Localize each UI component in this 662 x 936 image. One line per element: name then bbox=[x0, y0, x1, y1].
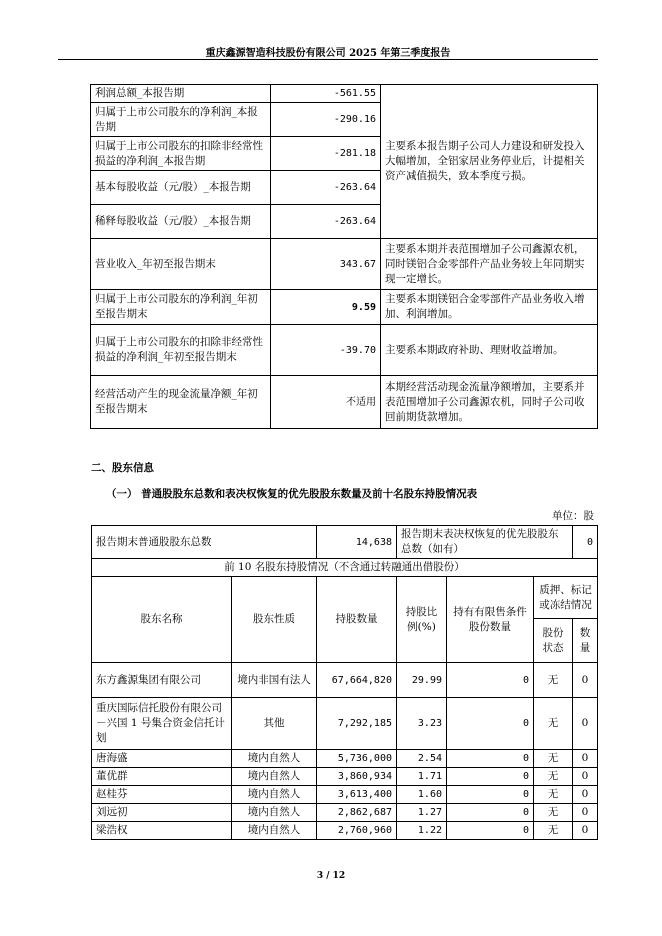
holder-count: 0 bbox=[573, 750, 598, 768]
holder-nature: 境内自然人 bbox=[232, 804, 317, 822]
reason-cell: 主要系本期并表范围增加子公司鑫源农机，同时镁铝合金零部件产品业务较上年同期实现一定增长。 bbox=[381, 239, 598, 290]
total-holders-label: 报告期末普通股股东总数 bbox=[92, 526, 317, 559]
holder-qty: 3,613,400 bbox=[317, 786, 397, 804]
item-label: 利润总额_本报告期 bbox=[91, 85, 271, 103]
subsection-title: （一） 普通股股东总数和表决权恢复的优先股股东数量及前十名股东持股情况表 bbox=[106, 488, 478, 500]
header-pledge: 质押、标记或冻结情况 bbox=[534, 577, 598, 619]
change-value: 343.67 bbox=[271, 239, 381, 290]
table-row bbox=[92, 559, 598, 577]
holder-nature: 境内自然人 bbox=[232, 822, 317, 840]
holder-name: 赵桂芬 bbox=[92, 786, 232, 804]
holder-restricted: 0 bbox=[447, 786, 534, 804]
pref-holders-value: 0 bbox=[573, 526, 598, 559]
holder-qty: 7,292,185 bbox=[317, 698, 397, 750]
holder-status: 无 bbox=[534, 786, 573, 804]
header-ratio: 持股比例(%) bbox=[397, 577, 447, 663]
reason-cell: 本期经营活动现金流量净额增加，主要系并表范围增加子公司鑫源农机，同时子公司收回前期货款增加。 bbox=[381, 376, 598, 429]
holder-status: 无 bbox=[534, 768, 573, 786]
header-status: 股份状态 bbox=[534, 619, 573, 663]
holder-ratio: 3.23 bbox=[397, 698, 447, 750]
header-rule bbox=[58, 59, 598, 60]
item-label: 稀释每股收益（元/股）_本报告期 bbox=[91, 205, 271, 239]
holder-status: 无 bbox=[534, 822, 573, 840]
holder-restricted: 0 bbox=[447, 698, 534, 750]
holder-qty: 3,860,934 bbox=[317, 768, 397, 786]
table-row bbox=[92, 663, 598, 698]
item-label: 基本每股收益（元/股）_本报告期 bbox=[91, 171, 271, 205]
holder-name: 唐海盛 bbox=[92, 750, 232, 768]
change-value: -561.55 bbox=[271, 85, 381, 103]
item-label: 归属于上市公司股东的扣除非经常性损益的净利润_本报告期 bbox=[91, 137, 271, 171]
change-value: -263.64 bbox=[271, 171, 381, 205]
holder-ratio: 2.54 bbox=[397, 750, 447, 768]
holder-name: 东方鑫源集团有限公司 bbox=[92, 663, 232, 698]
table-row bbox=[92, 768, 598, 786]
holder-restricted: 0 bbox=[447, 804, 534, 822]
unit-label: 单位：股 bbox=[552, 510, 594, 522]
reason-cell: 主要系本期镁铝合金零部件产品业务收入增加、利润增加。 bbox=[381, 290, 598, 325]
holder-count: 0 bbox=[573, 786, 598, 804]
reason-cell: 主要系本报告期子公司人力建设和研发投入大幅增加，全铝家居业务停业后，计提相关资产减值损失，致本季度亏损。 bbox=[381, 85, 598, 239]
holder-status: 无 bbox=[534, 698, 573, 750]
holder-count: 0 bbox=[573, 768, 598, 786]
holder-count: 0 bbox=[573, 804, 598, 822]
holder-status: 无 bbox=[534, 750, 573, 768]
holder-restricted: 0 bbox=[447, 663, 534, 698]
table-header-row bbox=[92, 577, 598, 619]
holder-restricted: 0 bbox=[447, 822, 534, 840]
change-value: 9.59 bbox=[271, 290, 381, 325]
holder-nature: 境内非国有法人 bbox=[232, 663, 317, 698]
change-value: 不适用 bbox=[271, 376, 381, 429]
holder-qty: 67,664,820 bbox=[317, 663, 397, 698]
holder-qty: 5,736,000 bbox=[317, 750, 397, 768]
holder-status: 无 bbox=[534, 804, 573, 822]
page-header: 重庆鑫源智造科技股份有限公司 2025 年第三季度报告 bbox=[205, 48, 451, 59]
table-row bbox=[91, 239, 598, 290]
item-label: 经营活动产生的现金流量净额_年初至报告期末 bbox=[91, 376, 271, 429]
holder-name: 刘远初 bbox=[92, 804, 232, 822]
change-reason-table bbox=[90, 84, 598, 429]
page-number: 3 / 12 bbox=[316, 871, 346, 881]
table-row bbox=[92, 526, 598, 559]
header-count: 数量 bbox=[573, 619, 598, 663]
holder-count: 0 bbox=[573, 698, 598, 750]
holder-status: 无 bbox=[534, 663, 573, 698]
table-row bbox=[92, 750, 598, 768]
holder-nature: 其他 bbox=[232, 698, 317, 750]
holder-restricted: 0 bbox=[447, 750, 534, 768]
holder-ratio: 29.99 bbox=[397, 663, 447, 698]
reason-cell: 主要系本期政府补助、理财收益增加。 bbox=[381, 325, 598, 376]
holder-ratio: 1.71 bbox=[397, 768, 447, 786]
table-row bbox=[91, 376, 598, 429]
item-label: 归属于上市公司股东的净利润_年初至报告期末 bbox=[91, 290, 271, 325]
holder-restricted: 0 bbox=[447, 768, 534, 786]
pref-holders-label: 报告期末表决权恢复的优先股股东总数（如有） bbox=[397, 526, 573, 559]
top10-title: 前 10 名股东持股情况（不含通过转融通出借股份） bbox=[92, 559, 598, 577]
holder-ratio: 1.22 bbox=[397, 822, 447, 840]
holder-name: 董优群 bbox=[92, 768, 232, 786]
holder-nature: 境内自然人 bbox=[232, 750, 317, 768]
holder-ratio: 1.27 bbox=[397, 804, 447, 822]
change-value: -281.18 bbox=[271, 137, 381, 171]
table-row bbox=[91, 325, 598, 376]
item-label: 营业收入_年初至报告期末 bbox=[91, 239, 271, 290]
holder-name: 梁浩权 bbox=[92, 822, 232, 840]
shareholder-table bbox=[91, 525, 598, 840]
table-row bbox=[92, 804, 598, 822]
holder-nature: 境内自然人 bbox=[232, 786, 317, 804]
change-value: -263.64 bbox=[271, 205, 381, 239]
table-row bbox=[92, 786, 598, 804]
header-qty: 持股数量 bbox=[317, 577, 397, 663]
holder-nature: 境内自然人 bbox=[232, 768, 317, 786]
table-row bbox=[92, 698, 598, 750]
holder-count: 0 bbox=[573, 663, 598, 698]
item-label: 归属于上市公司股东的扣除非经常性损益的净利润_年初至报告期末 bbox=[91, 325, 271, 376]
change-value: -39.70 bbox=[271, 325, 381, 376]
header-nature: 股东性质 bbox=[232, 577, 317, 663]
holder-name: 重庆国际信托股份有限公司－兴国 1 号集合资金信托计划 bbox=[92, 698, 232, 750]
holder-qty: 2,760,960 bbox=[317, 822, 397, 840]
holder-count: 0 bbox=[573, 822, 598, 840]
change-value: -290.16 bbox=[271, 103, 381, 137]
holder-ratio: 1.60 bbox=[397, 786, 447, 804]
section-title: 二、股东信息 bbox=[91, 462, 154, 474]
header-restricted: 持有有限售条件股份数量 bbox=[447, 577, 534, 663]
table-row bbox=[91, 290, 598, 325]
item-label: 归属于上市公司股东的净利润_本报告期 bbox=[91, 103, 271, 137]
table-row bbox=[92, 822, 598, 840]
header-name: 股东名称 bbox=[92, 577, 232, 663]
holder-qty: 2,862,687 bbox=[317, 804, 397, 822]
total-holders-value: 14,638 bbox=[317, 526, 397, 559]
table-row bbox=[91, 85, 598, 103]
